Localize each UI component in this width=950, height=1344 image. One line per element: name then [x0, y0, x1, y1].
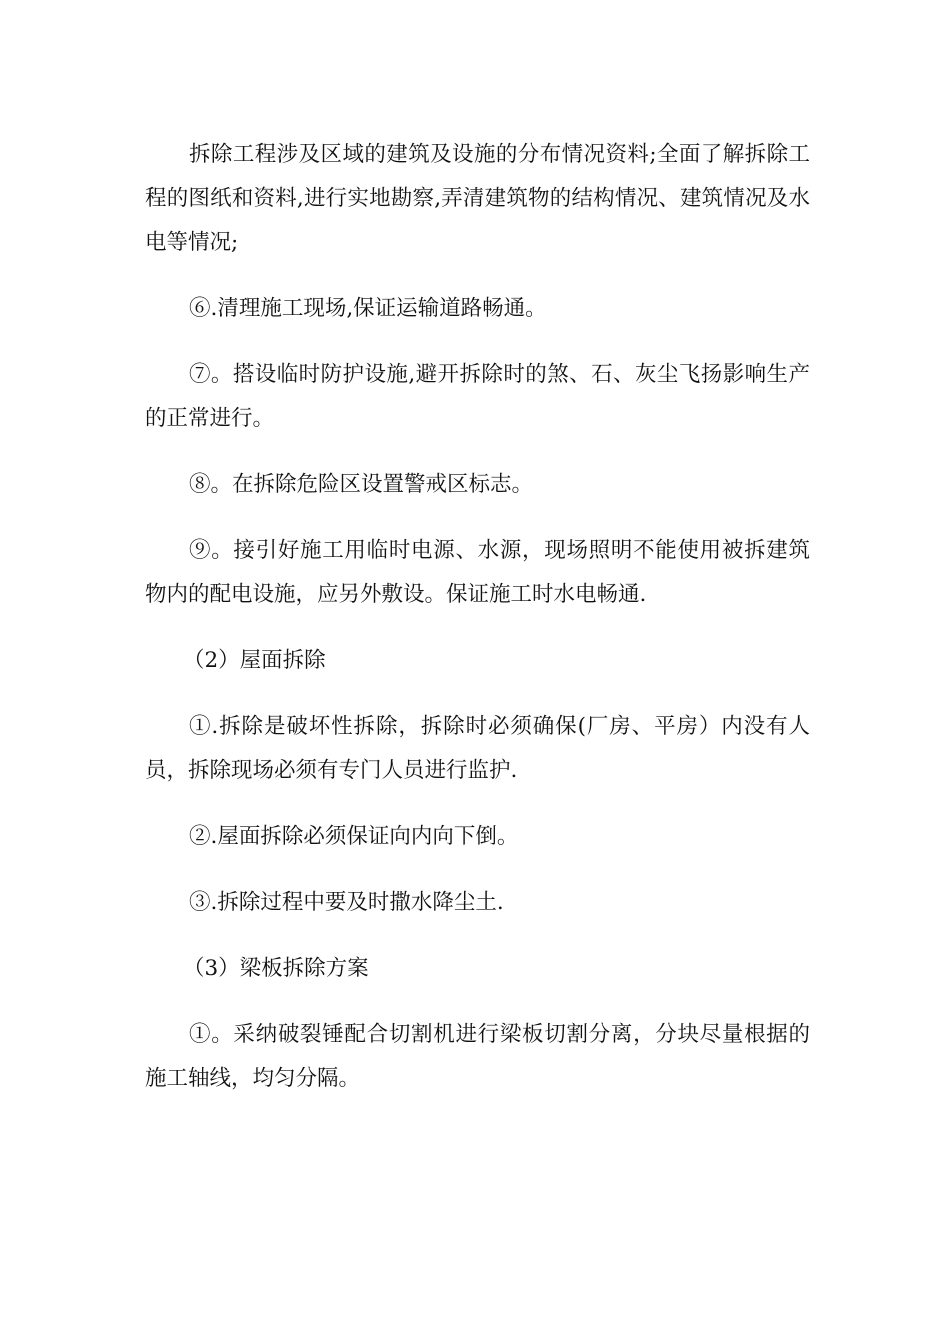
document-body [145, 133, 810, 1123]
paragraph-roof-item-1: ①.拆除是破坏性拆除，拆除时必须确保(厂房、平房）内没有人员，拆除现场必须有专门人员进行监护. [145, 714, 810, 783]
paragraph-site-survey: 拆除工程涉及区域的建筑及设施的分布情况资料;全面了解拆除工程的图纸和资料,进行实地勘察,弄清建筑物的结构情况、建筑情况及水电等情况; [145, 142, 810, 255]
paragraph-beam-item-1: ①。采纳破裂锤配合切割机进行梁板切割分离，分块尽量根据的施工轴线，均匀分隔。 [145, 1022, 810, 1091]
section-heading-beam-slab-demolition: （3）梁板拆除方案 [183, 956, 369, 981]
paragraph-item-6: ⑥.清理施工现场,保证运输道路畅通。 [189, 296, 547, 321]
paragraph-roof-item-3: ③.拆除过程中要及时撒水降尘土. [189, 890, 504, 915]
paragraph-roof-item-2: ②.屋面拆除必须保证向内向下倒。 [189, 824, 519, 849]
paragraph-item-7: ⑦。搭设临时防护设施,避开拆除时的煞、石、灰尘飞扬影响生产的正常进行。 [145, 362, 810, 431]
paragraph-item-8: ⑧。在拆除危险区设置警戒区标志。 [189, 472, 534, 497]
paragraph-item-9: ⑨。接引好施工用临时电源、水源，现场照明不能使用被拆建筑物内的配电设施，应另外敷设。保证施工时水电畅通. [145, 538, 810, 607]
section-heading-roof-demolition: （2）屋面拆除 [183, 648, 326, 673]
